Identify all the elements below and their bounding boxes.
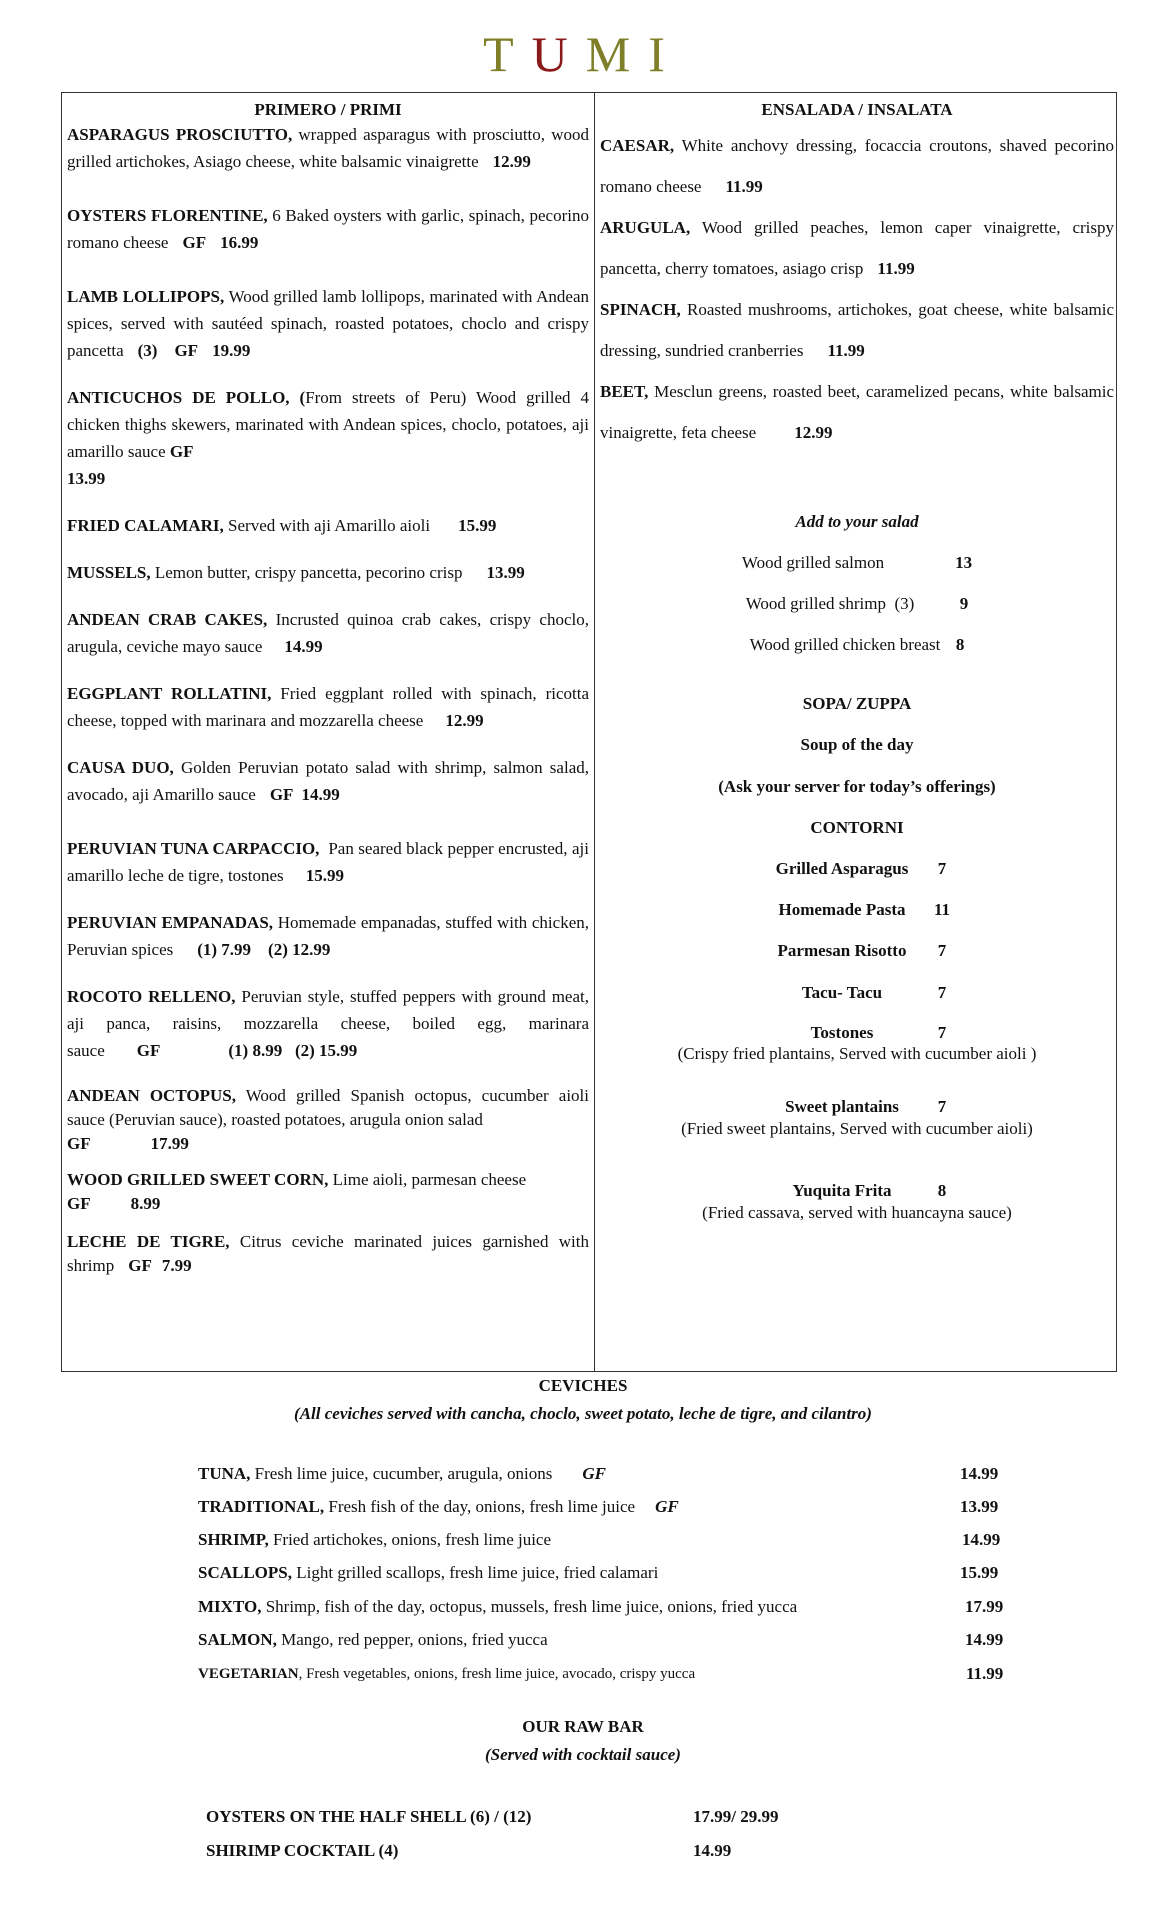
menu-item bbox=[67, 835, 594, 889]
item-price: 14.99 bbox=[965, 1630, 1004, 1649]
item-desc: From streets of Peru) Wood grilled 4 chicken thighs skewers, marinated with Andean spices, choclo, potatoes, aji amarillo sauce bbox=[67, 388, 589, 461]
raw-bar-item bbox=[206, 1806, 906, 1828]
ceviche-item bbox=[198, 1529, 1018, 1551]
item-gf: (3) GF bbox=[137, 341, 199, 360]
item-price: 17.99 bbox=[150, 1134, 189, 1153]
raw-bar-item bbox=[206, 1840, 906, 1862]
menu-item bbox=[67, 202, 589, 256]
item-desc: Mesclun greens, roasted beet, caramelized pecans, white balsamic vinaigrette, feta cheese bbox=[600, 382, 1114, 442]
item-price: 13.99 bbox=[486, 563, 525, 582]
item-gf: GF bbox=[182, 233, 207, 252]
logo-letter: T bbox=[483, 26, 532, 82]
salad-item bbox=[600, 289, 1114, 371]
menu-item bbox=[67, 1084, 589, 1156]
column-divider bbox=[594, 93, 595, 1371]
item-desc: Pan seared black pepper encrusted, aji amarillo leche de tigre, tostones bbox=[67, 839, 594, 885]
section-title-ceviches: CEVICHES bbox=[538, 1376, 628, 1395]
item-name: BEET, bbox=[600, 382, 649, 401]
item-name: OYSTERS ON THE HALF SHELL (6) / (12) bbox=[206, 1807, 532, 1826]
item-desc: Citrus ceviche marinated juices garnished with shrimp bbox=[67, 1232, 590, 1275]
item-name: SHIRIMP COCKTAIL (4) bbox=[206, 1841, 399, 1860]
item-desc: White anchovy dressing, focaccia croutons, shaved pecorino romano cheese bbox=[600, 136, 1114, 196]
section-title-raw-bar: OUR RAW BAR bbox=[522, 1717, 644, 1736]
addon-name: Wood grilled salmon bbox=[741, 553, 885, 572]
side-item bbox=[600, 1023, 1114, 1043]
menu-item bbox=[67, 606, 589, 660]
item-desc: Peruvian style, stuffed peppers with ground meat, aji panca, raisins, mozzarella cheese, boiled egg, marinara sauce bbox=[67, 987, 589, 1060]
item-name: PERUVIAN TUNA CARPACCIO, bbox=[67, 839, 320, 858]
item-price: 14.99 bbox=[693, 1841, 732, 1860]
ceviches-subtitle: (All ceviches served with cancha, choclo, sweet potato, leche de tigre, and cilantro) bbox=[294, 1404, 872, 1423]
item-gf: GF bbox=[67, 1134, 91, 1153]
side-item bbox=[600, 982, 1114, 1004]
addon-row bbox=[600, 552, 1114, 574]
item-name: VEGETARIAN bbox=[198, 1666, 299, 1682]
side-item bbox=[600, 899, 1114, 921]
item-desc: Fresh fish of the day, onions, fresh lime juice bbox=[324, 1497, 636, 1516]
addon-row bbox=[600, 593, 1114, 615]
item-name: LECHE DE TIGRE, bbox=[67, 1232, 230, 1251]
item-name: SALMON, bbox=[198, 1630, 277, 1649]
item-desc: Fried eggplant rolled with spinach, ricotta cheese, topped with marinara and mozzarella cheese bbox=[67, 684, 589, 730]
item-desc: Lime aioli, parmesan cheese bbox=[328, 1170, 527, 1189]
logo-letter: I bbox=[648, 26, 683, 82]
item-price: 17.99 bbox=[965, 1597, 1004, 1616]
item-name: MIXTO, bbox=[198, 1597, 262, 1616]
side-price: 8 bbox=[937, 1181, 947, 1200]
item-price: 14.99 bbox=[962, 1530, 1001, 1549]
raw-bar-subtitle: (Served with cocktail sauce) bbox=[485, 1745, 681, 1764]
menu-item bbox=[67, 909, 589, 963]
item-price: 11.99 bbox=[827, 341, 865, 360]
item-price: (1) 7.99 (2) 12.99 bbox=[197, 940, 331, 959]
side-name: Tostones bbox=[810, 1023, 874, 1042]
ceviche-item bbox=[198, 1562, 1018, 1584]
addon-price: 8 bbox=[955, 635, 965, 654]
soup-note: (Ask your server for today’s offerings) bbox=[718, 777, 996, 796]
side-desc: (Crispy fried plantains, Served with cucumber aioli ) bbox=[677, 1044, 1037, 1063]
item-gf: GF bbox=[67, 1194, 91, 1213]
addon-price: 13 bbox=[955, 553, 973, 572]
item-price: 7.99 bbox=[161, 1256, 192, 1275]
item-gf: GF bbox=[582, 1464, 606, 1483]
item-desc: Incrusted quinoa crab cakes, crispy choclo, arugula, ceviche mayo sauce bbox=[67, 610, 589, 656]
item-price: 11.99 bbox=[877, 259, 915, 278]
item-name: CAESAR, bbox=[600, 136, 675, 155]
side-desc: (Fried cassava, served with huancayna sauce) bbox=[702, 1203, 1012, 1222]
item-price: 19.99 bbox=[212, 341, 251, 360]
item-name: ANDEAN CRAB CAKES, bbox=[67, 610, 268, 629]
item-price: (1) 8.99 (2) 15.99 bbox=[228, 1041, 358, 1060]
item-price: 12.99 bbox=[445, 711, 484, 730]
side-item bbox=[600, 858, 1114, 880]
item-name: WOOD GRILLED SWEET CORN, bbox=[67, 1170, 329, 1189]
item-name: EGGPLANT ROLLATINI, bbox=[67, 684, 272, 703]
item-price: 11.99 bbox=[725, 177, 763, 196]
item-desc: Fresh lime juice, cucumber, arugula, onions bbox=[250, 1464, 553, 1483]
salad-item bbox=[600, 207, 1114, 289]
item-desc: Shrimp, fish of the day, octopus, mussels, fresh lime juice, onions, fried yucca bbox=[261, 1597, 798, 1616]
item-gf: GF bbox=[655, 1497, 679, 1516]
item-name: ARUGULA, bbox=[600, 218, 691, 237]
section-title-primero: PRIMERO / PRIMI bbox=[254, 100, 402, 119]
menu-item bbox=[67, 512, 589, 539]
item-desc: Fried artichokes, onions, fresh lime juice bbox=[268, 1530, 552, 1549]
item-name: SCALLOPS, bbox=[198, 1563, 292, 1582]
menu-item bbox=[67, 1168, 589, 1216]
item-name: ANDEAN OCTOPUS, bbox=[67, 1086, 236, 1105]
menu-item bbox=[67, 559, 589, 586]
side-name: Yuquita Frita bbox=[792, 1181, 892, 1200]
item-name: OYSTERS FLORENTINE, bbox=[67, 206, 268, 225]
ceviche-item bbox=[198, 1463, 1018, 1485]
item-desc: Lemon butter, crispy pancetta, pecorino crisp bbox=[150, 563, 463, 582]
menu-item bbox=[67, 121, 589, 175]
item-gf: GF bbox=[136, 1041, 161, 1060]
soup-of-the-day: Soup of the day bbox=[800, 735, 914, 754]
item-desc: Served with aji Amarillo aioli bbox=[223, 516, 431, 535]
section-title-ensalada: ENSALADA / INSALATA bbox=[761, 100, 953, 119]
item-price: 13.99 bbox=[960, 1497, 999, 1516]
item-name: SPINACH, bbox=[600, 300, 681, 319]
restaurant-logo bbox=[0, 28, 1166, 80]
menu-item bbox=[67, 283, 589, 364]
section-title-sopa: SOPA/ ZUPPA bbox=[802, 694, 912, 713]
menu-table bbox=[61, 92, 1117, 1372]
item-price: 15.99 bbox=[960, 1563, 999, 1582]
side-price: 7 bbox=[937, 1097, 947, 1116]
addon-row bbox=[600, 634, 1114, 656]
item-desc: Wood grilled lamb lollipops, marinated with Andean spices, served with sautéed spinach, roasted potatoes, choclo and crispy pancetta bbox=[67, 287, 589, 360]
item-name: TRADITIONAL, bbox=[198, 1497, 325, 1516]
salad-item bbox=[600, 371, 1114, 453]
item-price: 12.99 bbox=[794, 423, 833, 442]
item-name: ASPARAGUS PROSCIUTTO, bbox=[67, 125, 293, 144]
primero-column bbox=[67, 99, 594, 1278]
item-desc: Golden Peruvian potato salad with shrimp, salmon salad, avocado, aji Amarillo sauce bbox=[67, 758, 589, 804]
item-gf: GF bbox=[269, 785, 294, 804]
item-price: 8.99 bbox=[130, 1194, 161, 1213]
addon-name: Wood grilled shrimp (3) bbox=[745, 594, 915, 613]
item-gf: GF bbox=[128, 1256, 152, 1275]
menu-item bbox=[67, 384, 589, 492]
item-price: 14.99 bbox=[960, 1464, 999, 1483]
side-name: Parmesan Risotto bbox=[777, 941, 907, 960]
item-desc: 6 Baked oysters with garlic, spinach, pecorino romano cheese bbox=[67, 206, 589, 252]
item-name: ROCOTO RELLENO, bbox=[67, 987, 236, 1006]
item-price: 16.99 bbox=[220, 233, 259, 252]
item-name: TUNA, bbox=[198, 1464, 251, 1483]
item-name: FRIED CALAMARI, bbox=[67, 516, 224, 535]
ensalada-column bbox=[600, 99, 1114, 1224]
logo-letter: M bbox=[585, 26, 649, 82]
item-price: 17.99/ 29.99 bbox=[693, 1807, 779, 1826]
item-price: 14.99 bbox=[284, 637, 323, 656]
item-name: MUSSELS, bbox=[67, 563, 151, 582]
side-name: Grilled Asparagus bbox=[775, 859, 909, 878]
menu-item bbox=[67, 754, 589, 808]
item-price: 15.99 bbox=[458, 516, 497, 535]
side-price: 7 bbox=[937, 941, 947, 960]
side-item bbox=[600, 940, 1114, 962]
item-price: 13.99 bbox=[67, 469, 106, 488]
menu-item bbox=[67, 983, 589, 1064]
ceviche-item bbox=[198, 1629, 1018, 1651]
item-desc: Roasted mushrooms, artichokes, goat cheese, white balsamic dressing, sundried cranberries bbox=[600, 300, 1114, 360]
item-price: 11.99 bbox=[966, 1664, 1004, 1683]
item-name: ANTICUCHOS DE POLLO, ( bbox=[67, 388, 306, 407]
add-to-salad-title: Add to your salad bbox=[795, 512, 919, 531]
addon-price: 9 bbox=[959, 594, 969, 613]
item-desc: Mango, red pepper, onions, fried yucca bbox=[276, 1630, 548, 1649]
item-desc: Wood grilled Spanish octopus, cucumber aioli sauce (Peruvian sauce), roasted potatoes, arugula onion salad bbox=[67, 1086, 590, 1129]
item-desc: wrapped asparagus with prosciutto, wood grilled artichokes, Asiago cheese, white balsamic vinaigrette bbox=[67, 125, 589, 171]
ceviche-item bbox=[198, 1496, 1018, 1518]
menu-item bbox=[67, 680, 589, 734]
item-name: PERUVIAN EMPANADAS, bbox=[67, 913, 274, 932]
side-name: Tacu- Tacu bbox=[801, 983, 883, 1002]
side-item bbox=[600, 1180, 1114, 1202]
item-desc: Light grilled scallops, fresh lime juice, fried calamari bbox=[292, 1563, 659, 1582]
side-price: 7 bbox=[937, 859, 947, 878]
side-item bbox=[600, 1096, 1114, 1118]
item-price: 15.99 bbox=[305, 866, 344, 885]
ceviche-item bbox=[198, 1596, 1018, 1618]
side-desc: (Fried sweet plantains, Served with cucumber aioli) bbox=[681, 1119, 1033, 1138]
item-price: 12.99 bbox=[492, 152, 531, 171]
item-price: 14.99 bbox=[301, 785, 340, 804]
side-name: Homemade Pasta bbox=[778, 900, 906, 919]
item-gf: GF bbox=[169, 442, 194, 461]
item-desc: Wood grilled peaches, lemon caper vinaigrette, crispy pancetta, cherry tomatoes, asiago crisp bbox=[600, 218, 1114, 278]
salad-item bbox=[600, 125, 1114, 207]
side-price: 7 bbox=[937, 983, 947, 1002]
item-name: LAMB LOLLIPOPS, bbox=[67, 287, 225, 306]
addon-name: Wood grilled chicken breast bbox=[749, 635, 941, 654]
logo-letter: U bbox=[531, 26, 586, 82]
item-desc: Homemade empanadas, stuffed with chicken, Peruvian spices bbox=[67, 913, 589, 959]
side-name: Sweet plantains bbox=[785, 1097, 899, 1116]
item-desc: , Fresh vegetables, onions, fresh lime juice, avocado, crispy yucca bbox=[298, 1666, 696, 1682]
item-name: SHRIMP, bbox=[198, 1530, 269, 1549]
menu-item bbox=[67, 1230, 589, 1278]
side-price: 11 bbox=[933, 900, 951, 919]
item-name: CAUSA DUO, bbox=[67, 758, 174, 777]
ceviche-item bbox=[198, 1663, 1018, 1685]
side-price: 7 bbox=[937, 1023, 947, 1042]
section-title-contorni: CONTORNI bbox=[810, 818, 904, 837]
